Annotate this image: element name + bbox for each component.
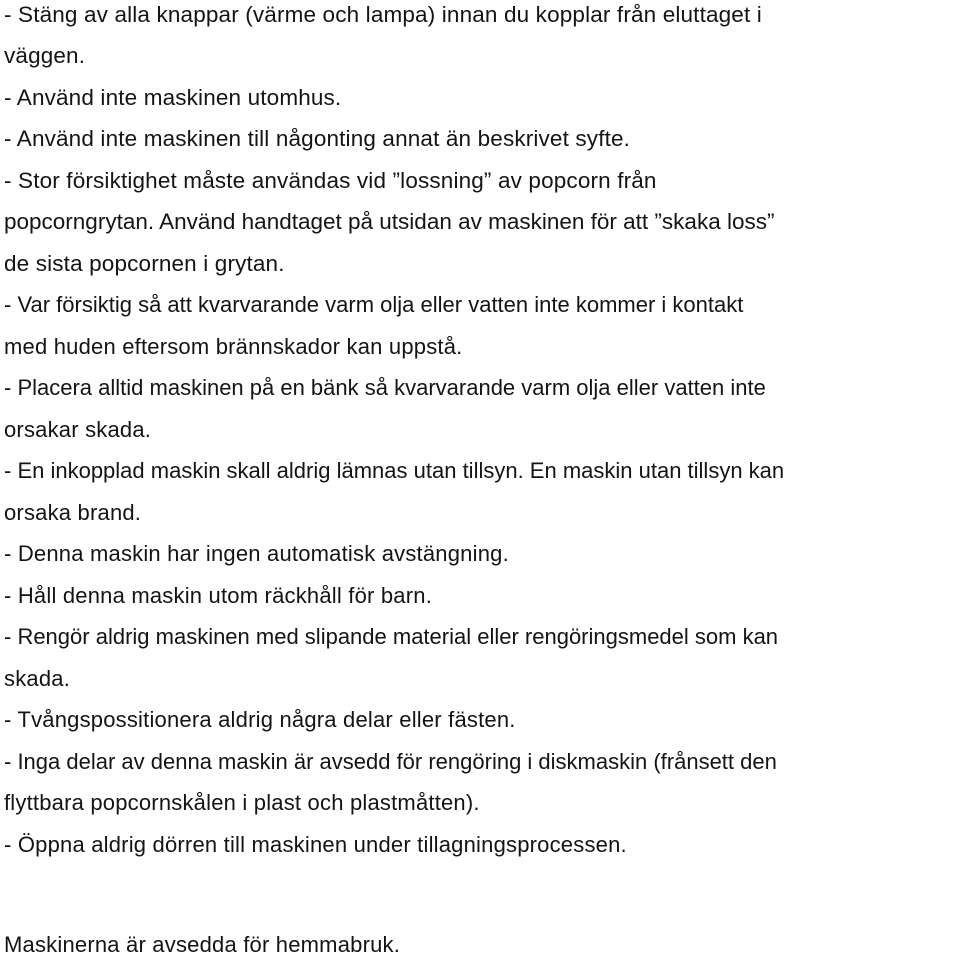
closing-statement: Maskinerna är avsedda för hemmabruk. <box>4 932 401 957</box>
text-line: - Använd inte maskinen utomhus. <box>4 85 342 110</box>
text-line: de sista popcornen i grytan. <box>4 251 285 276</box>
text-line: - Stäng av alla knappar (värme och lampa) innan du kopplar från eluttaget i <box>4 2 762 27</box>
text-line: - Tvångspossitionera aldrig några delar eller fästen. <box>4 707 516 732</box>
text-line: - Var försiktig så att kvarvarande varm olja eller vatten inte kommer i kontakt <box>4 292 744 317</box>
text-line: - Stor försiktighet måste användas vid ”lossning” av popcorn från <box>4 168 657 193</box>
text-line: - Denna maskin har ingen automatisk avstängning. <box>4 541 509 566</box>
text-line: skada. <box>4 666 71 691</box>
text-line: flyttbara popcornskålen i plast och plastmåtten). <box>4 790 480 815</box>
text-line: - Öppna aldrig dörren till maskinen under tillagningsprocessen. <box>4 832 627 857</box>
text-line: - Inga delar av denna maskin är avsedd för rengöring i diskmaskin (frånsett den <box>4 749 777 774</box>
text-line: orsaka brand. <box>4 500 142 525</box>
text-line: - Använd inte maskinen till någonting annat än beskrivet syfte. <box>4 126 631 151</box>
text-line: - Rengör aldrig maskinen med slipande material eller rengöringsmedel som kan <box>4 624 779 649</box>
text-line: orsakar skada. <box>4 417 152 442</box>
text-line: med huden eftersom brännskador kan uppstå. <box>4 334 463 359</box>
text-line: - En inkopplad maskin skall aldrig lämnas utan tillsyn. En maskin utan tillsyn kan <box>4 458 785 483</box>
text-line: popcorngrytan. Använd handtaget på utsidan av maskinen för att ”skaka loss” <box>4 209 775 234</box>
text-line: väggen. <box>4 43 86 68</box>
text-line: - Placera alltid maskinen på en bänk så kvarvarande varm olja eller vatten inte <box>4 375 766 400</box>
text-line: - Håll denna maskin utom räckhåll för barn. <box>4 583 433 608</box>
